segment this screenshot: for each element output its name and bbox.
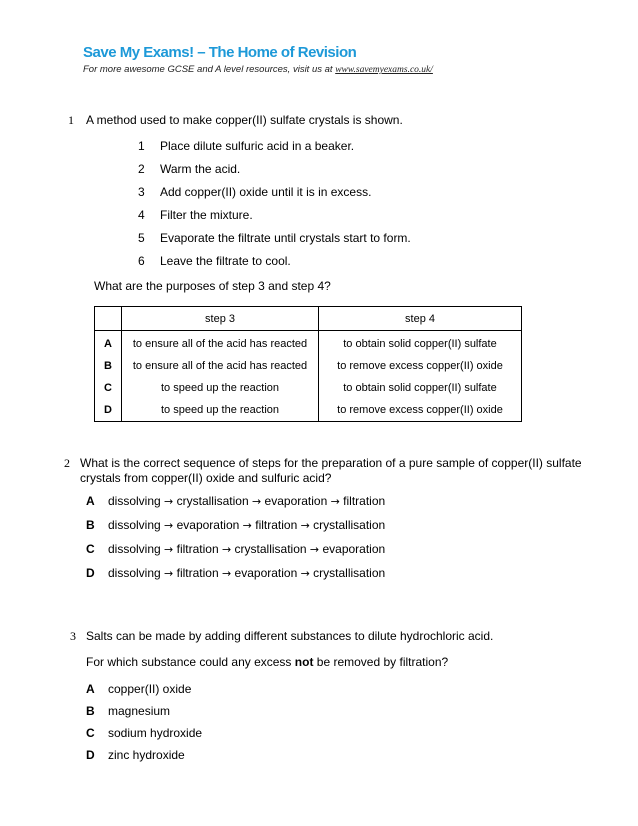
table-cell: to ensure all of the acid has reacted xyxy=(122,331,319,356)
step-text: Evaporate the filtrate until crystals start to form. xyxy=(160,231,411,245)
site-link[interactable]: www.savemyexams.co.uk/ xyxy=(335,65,433,75)
q2-stem-line1: What is the correct sequence of steps for the preparation of a pure sample of copper(II) sulfate xyxy=(80,456,582,470)
step-number: 5 xyxy=(138,231,145,245)
option-key: C xyxy=(95,377,122,399)
table-row[interactable] xyxy=(95,377,522,399)
option-key: B xyxy=(95,355,122,377)
step-word: filtration xyxy=(176,566,219,580)
table-row[interactable] xyxy=(95,355,522,377)
option-key: B xyxy=(86,704,95,718)
arrow-icon: → xyxy=(309,543,320,556)
arrow-icon: → xyxy=(164,567,174,580)
step-text: Place dilute sulfuric acid in a beaker. xyxy=(160,139,355,153)
arrow-icon: → xyxy=(330,495,340,508)
q3-question xyxy=(86,655,448,669)
q1-question: What are the purposes of step 3 and step 4? xyxy=(94,279,331,293)
step-number: 2 xyxy=(138,162,145,176)
table-header-cell xyxy=(95,307,122,331)
table-header-cell: step 3 xyxy=(122,307,319,331)
table-cell: to speed up the reaction xyxy=(122,399,319,422)
step-text: Leave the filtrate to cool. xyxy=(160,254,291,268)
option-key: A xyxy=(86,494,95,508)
table-cell: to obtain solid copper(II) sulfate xyxy=(319,377,522,399)
step-word: dissolving xyxy=(108,494,161,508)
table-cell: to speed up the reaction xyxy=(122,377,319,399)
q3-number: 3 xyxy=(70,629,76,643)
brand-title: Save My Exams! – The Home of Revision xyxy=(83,44,357,61)
step-word: dissolving xyxy=(108,518,161,532)
step-number: 4 xyxy=(138,208,145,222)
step-word: evaporation xyxy=(176,518,240,532)
option-text: sodium hydroxide xyxy=(108,726,203,740)
step-number: 6 xyxy=(138,254,145,268)
table-cell: to ensure all of the acid has reacted xyxy=(122,355,319,377)
q2-stem-line2: crystals from copper(II) oxide and sulfuric acid? xyxy=(80,471,332,485)
arrow-icon: → xyxy=(300,519,310,532)
arrow-icon: → xyxy=(221,567,232,580)
step-word: evaporation xyxy=(322,542,386,556)
table-header-row xyxy=(95,307,522,331)
option-key: B xyxy=(86,518,95,532)
arrow-icon: → xyxy=(164,543,174,556)
option-key: A xyxy=(86,682,95,696)
step-text: Filter the mixture. xyxy=(160,208,253,222)
step-word: dissolving xyxy=(108,566,161,580)
option-text: zinc hydroxide xyxy=(108,748,185,762)
arrow-icon: → xyxy=(242,519,252,532)
q3-question-part: For which substance could any excess xyxy=(86,655,295,669)
step-number: 3 xyxy=(138,185,145,199)
step-word: evaporation xyxy=(234,566,298,580)
tagline-text: For more awesome GCSE and A level resources, visit us at xyxy=(83,64,336,75)
step-word: crystallisation xyxy=(234,542,307,556)
option-key: D xyxy=(86,748,95,762)
step-word: filtration xyxy=(255,518,298,532)
q3-stem: Salts can be made by adding different substances to dilute hydrochloric acid. xyxy=(86,629,494,643)
table-cell: to obtain solid copper(II) sulfate xyxy=(319,331,522,356)
arrow-icon: → xyxy=(221,543,232,556)
q2-options xyxy=(86,494,506,584)
option-key: C xyxy=(86,726,95,740)
q1-stem: A method used to make copper(II) sulfate crystals is shown. xyxy=(86,113,403,127)
step-number: 1 xyxy=(138,139,145,153)
step-word: filtration xyxy=(176,542,219,556)
table-row[interactable] xyxy=(95,331,522,356)
arrow-icon: → xyxy=(164,495,174,508)
step-word: crystallisation xyxy=(313,566,386,580)
q1-steps xyxy=(138,139,438,269)
table-cell: to remove excess copper(II) oxide xyxy=(319,399,522,422)
arrow-icon: → xyxy=(300,567,310,580)
step-text: Warm the acid. xyxy=(160,162,241,176)
option-text xyxy=(108,494,385,508)
option-text: magnesium xyxy=(108,704,171,718)
option-key: C xyxy=(86,542,95,556)
table-cell: to remove excess copper(II) oxide xyxy=(319,355,522,377)
step-word: crystallisation xyxy=(176,494,249,508)
option-key: A xyxy=(95,331,122,356)
arrow-icon: → xyxy=(251,495,262,508)
option-text xyxy=(108,566,385,580)
q1-number: 1 xyxy=(68,113,74,127)
option-text: copper(II) oxide xyxy=(108,682,192,696)
option-text xyxy=(108,518,385,532)
step-word: evaporation xyxy=(264,494,328,508)
q3-question-part: be removed by filtration? xyxy=(313,655,449,669)
q2-number: 2 xyxy=(64,456,70,470)
option-key: D xyxy=(86,566,95,580)
table-row[interactable] xyxy=(95,399,522,422)
step-text: Add copper(II) oxide until it is in excess. xyxy=(160,185,372,199)
q1-answer-table xyxy=(94,306,522,422)
step-word: filtration xyxy=(343,494,386,508)
q3-options xyxy=(86,682,386,772)
table-header-cell: step 4 xyxy=(319,307,522,331)
tagline xyxy=(83,64,433,75)
step-word: dissolving xyxy=(108,542,161,556)
step-word: crystallisation xyxy=(313,518,386,532)
option-text xyxy=(108,542,385,556)
arrow-icon: → xyxy=(164,519,174,532)
option-key: D xyxy=(95,399,122,422)
q3-question-emphasis: not xyxy=(294,655,314,669)
